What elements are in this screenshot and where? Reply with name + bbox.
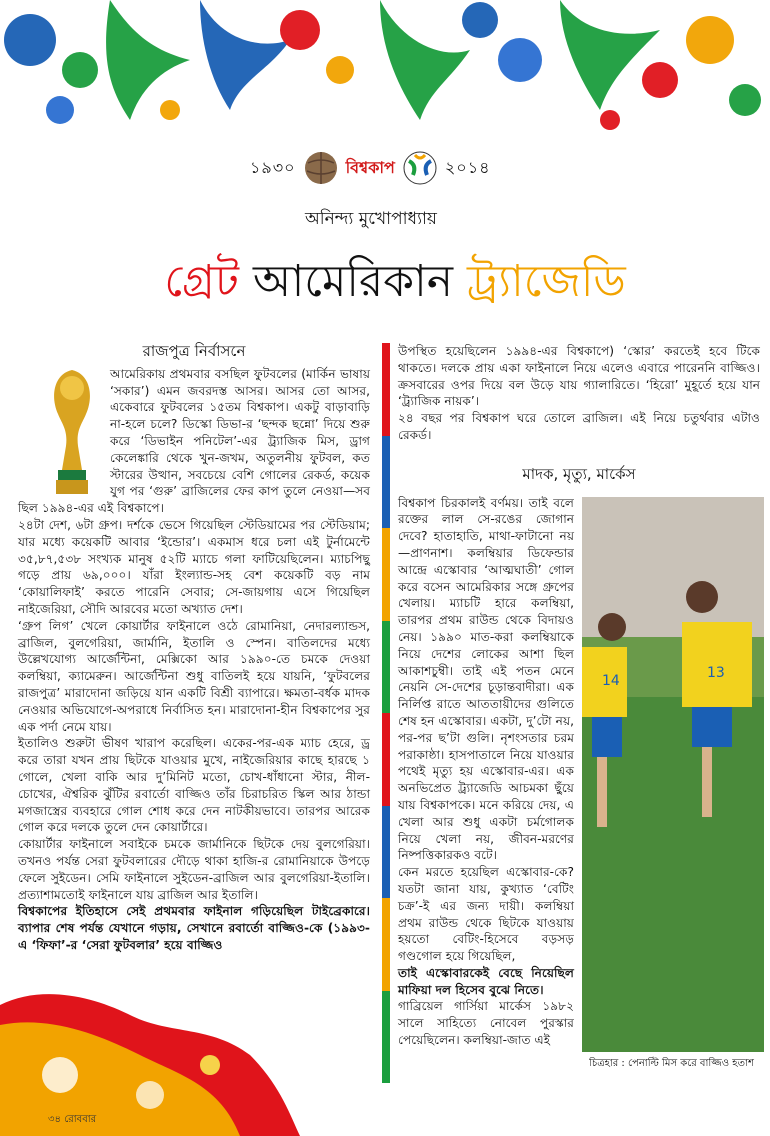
headline-word-2: আমেরিকান bbox=[252, 256, 454, 307]
jersey-number-13: 13 bbox=[707, 665, 725, 681]
right-paragraph-3: বিশ্বকাপ চিরকালই বর্ণময়। তাই বলে রক্তের লাল সে-রঙের জোগান দেবে? হাতাহাতি, মাথা-ফাটানো নয়—প্রাণনাশ। কলম্বিয়ার ডিফেন্ডার আন্দ্রে এস্কোবার ‘আত্মঘাতী’ গোল করে বসেন আমেরিকার সঙ্গে গ্রুপের খেলায়। ম্যাচটি হারে কলম্বিয়া, তারপর প্রথম রাউন্ড থেকে বিদায়ও নেয়। ১৯৯০ মাত-করা কলম্বিয়াকে নিয়ে দেশের লোকের আশা ছিল আকাশচুম্বী। তাই এই পতন মেনে নেয়নি সে-দেশের চূড়ান্তবাদীরা। এক নির্লিপ্ত রাতে আততায়ীদের গুলিতে শেষ হন এস্কোবার। একটা, দু’টো নয়, পর-পর ছ’টা গুলি। নৃশংসতার চরম পরাকাষ্ঠা। হাসপাতালে নিয়ে যাওয়ার পথেই মৃত্যু হয় এস্কোবার-এর। এক অনভিপ্রেত ট্র্যাজেডি আচমকা ছুঁয়ে যায় বিশ্বকাপকে। মনে করিয়ে দেয়, এ খেলা আর শুধু একটা চর্মগোলক নিয়ে খেলা নয়, জীবন-মরণের নিষ্পত্তিকারকও বটে। bbox=[398, 495, 574, 863]
author-name: অনিন্দ্য মুখোপাধ্যায় bbox=[305, 209, 437, 229]
right-paragraph-1: উপস্থিত হয়েছিলেন ১৯৯৪-এর বিশ্বকাপে) ‘স্কোর’ করতেই হবে টিকে থাকতে। দলকে প্রায় একা ফাইনালে নিয়ে এলেও এবারে পারেননি বাজ্জিও। ক্রসবারের ওপর দিয়ে বল উড়ে যায় গ্যালারিতে। ‘হিরো’ মুহূর্তে হয়ে যান ‘ট্র্যাজিক নায়ক’। bbox=[398, 344, 760, 409]
worldcup-label: বিশ্বকাপ bbox=[345, 157, 395, 177]
left-paragraph-2: ২৪টা দেশ, ৬টা গ্রুপ। দর্শকে ভেসে গিয়েছিল স্টেডিয়ামের পর স্টেডিয়াম; যার মধ্যে কয়েকটি আবার ‘ইন্ডোর’। একমাস ধরে চলা এই টুর্নামেন্টে ৩৫,৮৭,৫৩৮ সংখ্যক মানুষ ৫২টি ম্যাচে গলা ফাটিয়েছিলেন। ম্যাচপিছু গড়ে প্রায় ৬৯,০০০। যাঁরা ইংল্যান্ড-সহ বেশ কয়েকটি বড় নাম ‘কোয়ালিফাই’ করতে পারেনি সেবার; সে-জায়গায় এসে গিয়েছিল নাইজেরিয়া, সৌদি আরবের মতো অখ্যাত দেশ। bbox=[18, 517, 370, 616]
start-year: ১৯৩০ bbox=[250, 157, 296, 177]
page-footer bbox=[48, 1112, 96, 1129]
right-bold-paragraph: তাই এস্কোবারকেই বেছে নিয়েছিল মাফিয়া দল হিসেব বুঝে নিতে। bbox=[398, 965, 574, 997]
modern-football-icon bbox=[403, 151, 437, 185]
left-paragraph-1: আমেরিকায় প্রথমবার বসছিল ফুটবলের (মার্কিন ভাষায় ‘সকার’) এমন জবরদস্ত আসর। আসর তো আসর, একেবারে ফুটবলের ১৫তম বিশ্বকাপ। একটু বাড়াবাড়ি না-হলে চলে? ডিস্কো ডিভা-র ‘ছন্দক ছন্নো’ দিয়ে শুরু করে ‘ডিভাইন পনিটেল’-এর ট্র্যাজিক মিস, ড্রাগ কেলেঙ্কারি থেকে খুন-জখম, অতুলনীয় ফুটবল, কত স্টারের উত্থান, সবচেয়ে বেশি গোলের রেকর্ড, কয়েক যুগ পর ‘গুরু’ ব্রাজিলের ফের কাপ তুলে নেওয়া—সব ছিল ১৯৯৪-এর এই বিশ্বকাপে। bbox=[18, 366, 370, 516]
right-paragraph-2: ২৪ বছর পর বিশ্বকাপ ঘরে তোলে ব্রাজিল। এই নিয়ে চতুর্থবার এটাও রেকর্ড। bbox=[398, 411, 760, 442]
top-decorative-artwork bbox=[0, 0, 770, 150]
left-paragraph-5: কোয়ার্টার ফাইনালে সবাইকে চমকে জার্মানিকে ছিটকে দেয় বুলগেরিয়া। তখনও পর্যন্ত সেরা ফুটবলারের দৌড়ে থাকা হাজি-র রোমানিয়াকে উপড়ে ফেলে সুইডেন। সেমি ফাইনালে সুইডেন-ব্রাজিল আর বুলগেরিয়া-ইতালি। প্রত্যাশামতোই ফাইনালে যায় ব্রাজিল আর ইতালি। bbox=[18, 837, 370, 902]
left-subheading: রাজপুত্র নির্বাসনে bbox=[142, 342, 246, 360]
bottom-decorative-artwork bbox=[0, 985, 300, 1136]
page-number: ৩৪ bbox=[48, 1114, 61, 1125]
column-divider-colorbar bbox=[382, 343, 390, 1083]
magazine-name: রোববার bbox=[64, 1114, 97, 1125]
vintage-football-icon bbox=[304, 151, 338, 185]
left-paragraph-4: ইতালিও শুরুটা ভীষণ খারাপ করেছিল। একের-পর-এক ম্যাচ হেরে, ড্র করে তারা যখন প্রায় ছিটকে যাওয়ার মুখে, নাইজেরিয়ার কাছে হারছে ১ গোলে, খেলা বাকি আর দু’মিনিট মতো, চোখ-ধাঁধানো স্টার, নীল-চোখের, ঐশ্বরিক ঝুঁটির রবার্তো বাজ্জিও তাঁর চিরাচরিত স্কিল আর ঠান্ডা মগজাস্ত্রের ব্যবহারে গোল শোধ করে দেন নাটকীয়ভাবে। তারপর আরেক গোল করে দলকে তুলে দেন কোয়ার্টারে। bbox=[18, 736, 370, 835]
photo-caption: চিত্রহার : পেনাল্টি মিস করে বাজ্জিও হতাশ bbox=[589, 1058, 754, 1069]
right-paragraph-4: কেন মরতে হয়েছিল এস্কোবার-কে? যতটা জানা যায়, কুখ্যাত ‘বেটিং চক্র’-ই এর জন্য দায়ী। কলম্বিয়া প্রথম রাউন্ড থেকে ছিটকে যাওয়ায় হয়তো বেটিং-হিসেবে বড়সড় গণ্ডগোল হয়ে গিয়েছিল, bbox=[398, 865, 574, 964]
left-bold-paragraph: বিশ্বকাপের ইতিহাসে সেই প্রথমবার ফাইনাল গড়িয়েছিল টাইব্রেকারে। ব্যাপার শেষ পর্যন্ত যেখানে গড়ায়, সেখানে রবার্তো বাজ্জিও-কে (১৯৯৩-এ ‘ফিফা’-র ‘সেরা ফুটবলার’ হয়ে বাজ্জিও bbox=[18, 904, 370, 952]
left-column bbox=[18, 343, 370, 954]
headline-word-3: ট্র্যাজেডি bbox=[467, 256, 626, 307]
right-narrow-text bbox=[398, 495, 574, 1049]
baggio-penalty-photo bbox=[582, 497, 764, 1052]
headline bbox=[135, 248, 655, 321]
headline-word-1: গ্রেট bbox=[164, 256, 239, 307]
right-paragraph-5: গাব্রিয়েল গার্সিয়া মার্কেস ১৯৮২ সালে সাহিত্যে নোবেল পুরস্কার পেয়েছিলেন। কলম্বিয়া-জাত এই bbox=[398, 999, 574, 1048]
worldcup-year-bar bbox=[250, 148, 540, 188]
right-subheading: মাদক, মৃত্যু, মার্কেস bbox=[522, 464, 636, 483]
world-cup-trophy-image bbox=[44, 366, 100, 496]
jersey-number-14: 14 bbox=[602, 673, 620, 689]
left-paragraph-3: ‘গ্রুপ লিগ’ খেলে কোয়ার্টার ফাইনালে ওঠে রোমানিয়া, নেদারল্যান্ডস, ব্রাজিল, বুলগেরিয়া, জার্মানি, ইতালি ও স্পেন। বাতিলদের মধ্যে উল্লেখযোগ্য আর্জেন্টিনা, মেক্সিকো আর ১৯৯০-তে চমকে দেওয়া কলম্বিয়া, ক্যামেরুন। আর্জেন্টিনা শুধু বাতিলই হয়ে যায়নি, ‘ফুটবলের রাজপুত্র’ মারাদোনা জড়িয়ে যান একটি বিশ্রী ব্যাপারে। ক্ষমতা-বর্ধক মাদক নেওয়ার অভিযোগে-অপরাধে নির্বাসিত হন। মারাদোনা-হীন বিশ্বকাপের সুর এক পর্দা নেমে যায়। bbox=[18, 618, 370, 734]
end-year: ২০১৪ bbox=[444, 157, 491, 177]
